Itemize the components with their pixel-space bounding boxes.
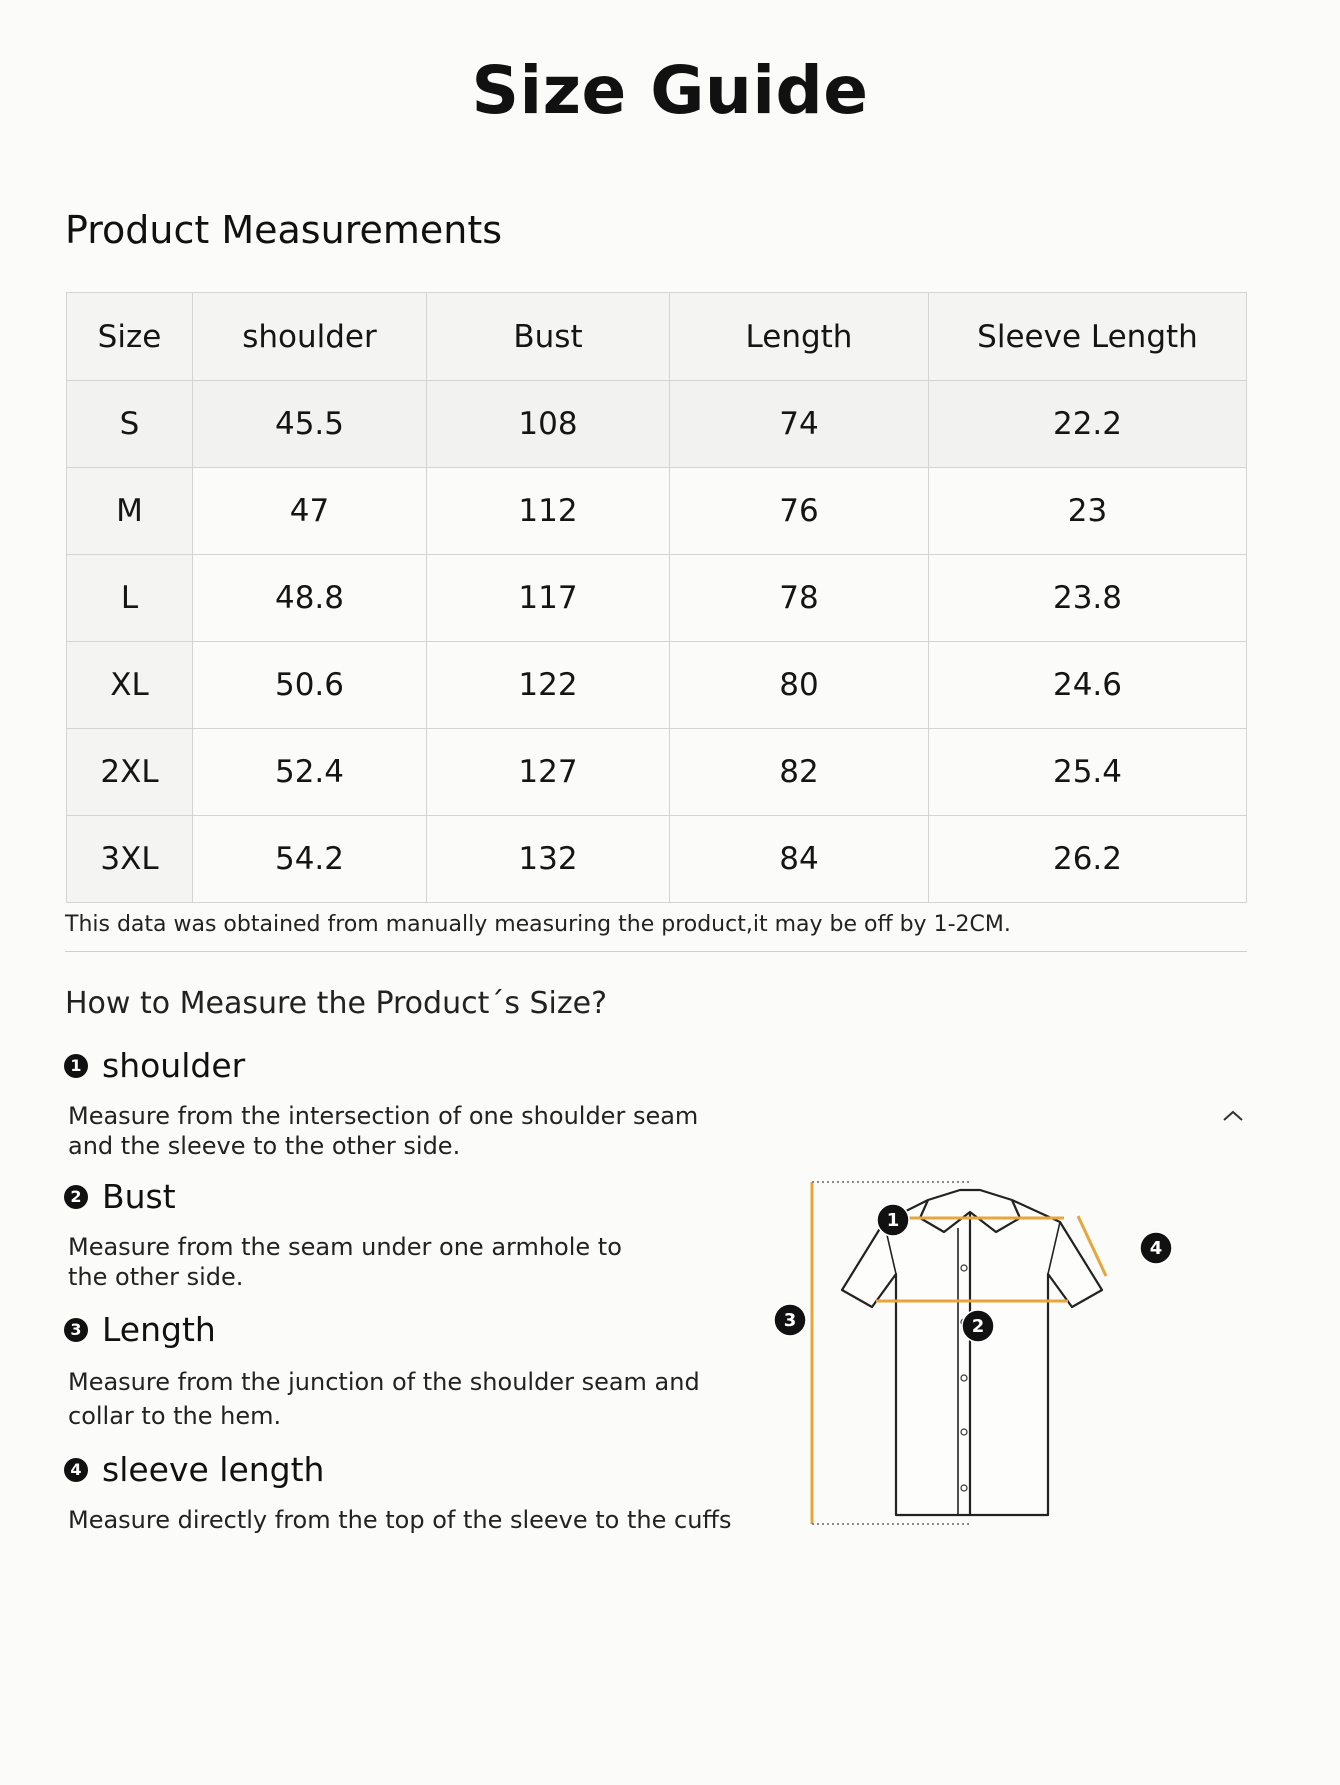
section-title: Product Measurements [65,208,503,252]
table-header: Bust [427,293,670,381]
step-number-badge: 1 [64,1054,88,1078]
marker-label: 4 [1149,1238,1163,1259]
table-row [67,642,1247,729]
table-cell: 80 [670,642,929,729]
table-cell: S [67,381,193,468]
table-header: Sleeve Length [929,293,1247,381]
marker-label: 1 [886,1210,900,1231]
table-cell: 132 [427,816,670,903]
table-cell: 74 [670,381,929,468]
table-row [67,816,1247,903]
step-bust [64,1177,668,1292]
step-number-badge: 2 [64,1185,88,1209]
marker-4 [1140,1232,1172,1264]
table-cell: 76 [670,468,929,555]
measurement-disclaimer: This data was obtained from manually measuring the product,it may be off by 1-2CM. [65,912,1011,937]
step-sleeve-length [64,1450,768,1535]
table-cell: 23.8 [929,555,1247,642]
marker-label: 3 [783,1310,797,1331]
table-header-row [67,293,1247,381]
table-cell: 122 [427,642,670,729]
table-cell: 54.2 [193,816,427,903]
table-row [67,555,1247,642]
table-cell: XL [67,642,193,729]
table-cell: 108 [427,381,670,468]
table-cell: 48.8 [193,555,427,642]
table-cell: 45.5 [193,381,427,468]
table-cell: 22.2 [929,381,1247,468]
table-row [67,729,1247,816]
shirt-measurement-diagram [760,1170,1180,1540]
step-shoulder [64,1046,708,1161]
table-cell: 78 [670,555,929,642]
step-label: shoulder [102,1046,246,1085]
marker-label: 2 [971,1316,985,1337]
table-cell: 112 [427,468,670,555]
table-cell: 24.6 [929,642,1247,729]
step-number-badge: 4 [64,1458,88,1482]
marker-2 [962,1310,994,1342]
step-description: Measure directly from the top of the sleeve to the cuffs [68,1506,732,1534]
table-cell: 2XL [67,729,193,816]
step-label: sleeve length [102,1450,325,1489]
how-to-measure-title: How to Measure the Product´s Size? [65,986,608,1021]
table-cell: 50.6 [193,642,427,729]
table-cell: M [67,468,193,555]
table-cell: 117 [427,555,670,642]
marker-3 [774,1304,806,1336]
table-cell: 82 [670,729,929,816]
table-row [67,468,1247,555]
table-cell: 26.2 [929,816,1247,903]
step-label: Bust [102,1177,176,1216]
step-number-badge: 3 [64,1318,88,1342]
table-cell: L [67,555,193,642]
step-description: Measure from the seam under one armhole to the other side. [68,1233,622,1291]
table-cell: 3XL [67,816,193,903]
table-cell: 127 [427,729,670,816]
step-length [64,1310,708,1433]
table-header: Length [670,293,929,381]
divider [65,951,1247,952]
table-cell: 47 [193,468,427,555]
chevron-up-icon[interactable] [1222,1105,1244,1127]
table-header: shoulder [193,293,427,381]
step-label: Length [102,1310,216,1349]
table-cell: 25.4 [929,729,1247,816]
table-header: Size [67,293,193,381]
table-cell: 52.4 [193,729,427,816]
table-cell: 23 [929,468,1247,555]
step-description: Measure from the junction of the shoulder seam and collar to the hem. [68,1368,700,1430]
table-row [67,381,1247,468]
step-description: Measure from the intersection of one shoulder seam and the sleeve to the other side. [68,1102,699,1160]
table-cell: 84 [670,816,929,903]
page-title: Size Guide [471,52,869,129]
size-table [66,292,1247,903]
shirt-outline [842,1190,1102,1515]
marker-1 [877,1204,909,1236]
